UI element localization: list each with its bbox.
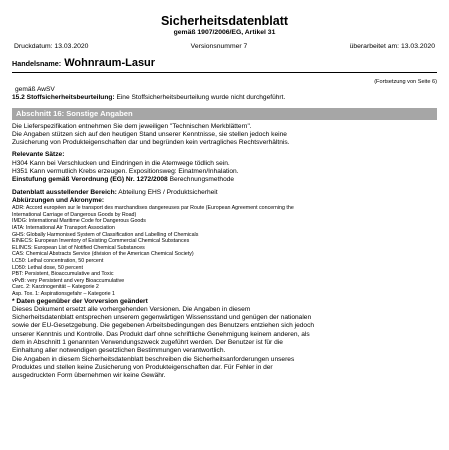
section15-awsv: gemäß AwSV bbox=[15, 86, 55, 93]
changes-line: dem in Abschnitt 1 genannten Verwendungszweck zugeführt werden. Der Benutzer ist für die bbox=[12, 339, 283, 347]
abbreviations-title: Abkürzungen und Akronyme: bbox=[12, 196, 105, 204]
abbreviation-item: IMDG: International Maritime Code for Dangerous Goods bbox=[12, 218, 146, 225]
abbreviation-item: International Carriage of Dangerous Goods by Road) bbox=[12, 211, 137, 218]
issuer-label: Datenblatt ausstellender Bereich: bbox=[12, 188, 117, 196]
changes-line: unserer Kenntnis und Kontrolle. Das Produkt darf ohne schriftliche Genehmigung keinem anderen, als bbox=[12, 330, 310, 338]
abbreviation-item: CAS: Chemical Abstracts Service (division of the American Chemical Society) bbox=[12, 251, 194, 258]
header-divider bbox=[12, 72, 437, 73]
abbreviation-item: ADR: Accord européen sur le transport des marchandises dangereuses par Route (European Agreement concerning the bbox=[12, 205, 294, 212]
abbreviation-item: GHS: Globally Harmonised System of Classification and Labelling of Chemicals bbox=[12, 231, 199, 238]
hazard-statement: H304 Kann bei Verschlucken und Eindringen in die Atemwege tödlich sein. bbox=[12, 159, 230, 167]
classification-label: Einstufung gemäß Verordnung (EG) Nr. 1272/2008 bbox=[12, 176, 168, 184]
classification-text: Berechnungsmethode bbox=[169, 176, 235, 184]
abbreviation-item: LC50: Lethal concentration, 50 percent bbox=[12, 258, 104, 265]
hazard-statement: H351 Kann vermutlich Krebs erzeugen. Expositionsweg: Einatmen/Inhalation. bbox=[12, 168, 239, 176]
section15-2-line bbox=[12, 94, 437, 102]
section16-intro bbox=[12, 123, 437, 148]
changes-line: Dieses Dokument ersetzt alle vorhergehenden Versionen. Die Angaben in diesem bbox=[12, 305, 251, 313]
abbreviation-item: Asp. Tox. 1: Aspirationsgefahr – Kategorie 1 bbox=[12, 290, 115, 297]
product-line bbox=[12, 57, 437, 70]
abbreviation-item: LD50: Lethal dose, 50 percent bbox=[12, 264, 83, 271]
document-subtitle: gemäß 1907/2006/EG, Artikel 31 bbox=[173, 29, 276, 36]
changes-title: * Daten gegenüber der Vorversion geändert bbox=[12, 297, 148, 305]
abbreviation-item: EINECS: European Inventory of Existing Commercial Chemical Substances bbox=[12, 238, 190, 245]
product-label: Handelsname: bbox=[12, 59, 62, 68]
section16-heading: Abschnitt 16: Sonstige Angaben bbox=[12, 108, 437, 120]
changes-line: Die Angaben in diesem Sicherheitsdatenblatt beschreiben die Sicherheitsanforderungen unseres bbox=[12, 355, 295, 363]
abbreviation-item: ELINCS: European List of Notified Chemical Substances bbox=[12, 244, 145, 251]
changes-paragraph bbox=[12, 306, 437, 381]
intro-line: Die Angaben stützen sich auf den heutigen Stand unserer Kenntnisse, sie stellen jedoch keine bbox=[12, 130, 287, 138]
document-title: Sicherheitsdatenblatt bbox=[160, 14, 289, 28]
version-number: Versionsnummer 7 bbox=[190, 43, 248, 50]
changes-line: ausgedruckten Form übernehmen wir keine Gewähr. bbox=[12, 372, 166, 380]
changes-line: Produktes und stellen keine Zusicherung von Produkteigenschaften dar. Für Fehler in der bbox=[12, 363, 273, 371]
changes-line: Sicherheitsdatenblatt entsprechen unserem gegenwärtigen Wissensstand und genügen der nationalen bbox=[12, 314, 312, 322]
section15-2-label: 15.2 Stoffsicherheitsbeurteilung: bbox=[12, 94, 115, 102]
abbreviation-item: IATA: International Air Transport Association bbox=[12, 225, 115, 232]
abbreviations-list bbox=[12, 205, 437, 297]
abbreviation-item: PBT: Persistent, Bioaccumulative and Toxic bbox=[12, 271, 114, 278]
abbreviation-item: vPvB: very Persistent and very Bioaccumulative bbox=[12, 277, 125, 284]
relevant-sentences-title: Relevante Sätze: bbox=[12, 151, 65, 159]
issuer-line bbox=[12, 189, 437, 197]
intro-line: Die Lieferspezifikation entnehmen Sie dem jeweiligen "Technischen Merkblättern". bbox=[12, 122, 252, 130]
issuer-text: Abteilung EHS / Produktsicherheit bbox=[118, 188, 218, 196]
intro-line: Zusicherung von Produkteigenschaften dar und begründen kein vertragliches Rechtsverhältnis. bbox=[12, 139, 290, 147]
print-date: Druckdatum: 13.03.2020 bbox=[14, 43, 89, 50]
section15-2-text: Eine Stoffsicherheitsbeurteilung wurde nicht durchgeführt. bbox=[116, 94, 286, 102]
classification-line bbox=[12, 176, 437, 184]
document-meta-row bbox=[12, 43, 437, 50]
changes-line: sowie der EU-Gesetzgebung. Die gegebenen Arbeitsbedingungen des Benutzers entziehen sich jedoch bbox=[12, 322, 315, 330]
product-name: Wohnraum-Lasur bbox=[64, 57, 156, 69]
continuation-note: (Fortsetzung von Seite 6) bbox=[374, 79, 437, 85]
revision-date: überarbeitet am: 13.03.2020 bbox=[349, 43, 435, 50]
changes-line: Einhaltung aller notwendigen gesetzlichen Bestimmungen verantwortlich. bbox=[12, 347, 226, 355]
abbreviation-item: Carc. 2: Karzinogenität – Kategorie 2 bbox=[12, 284, 99, 291]
